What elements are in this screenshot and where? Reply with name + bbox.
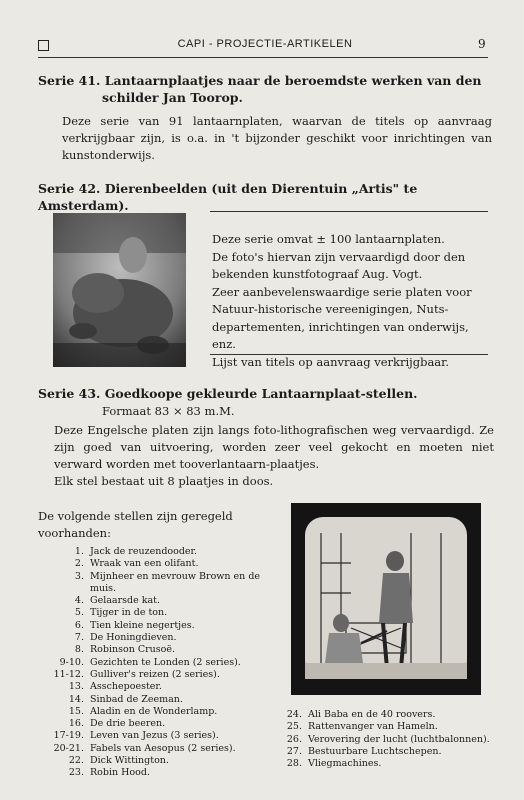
serie-42-line-2: De foto's hiervan zijn vervaardigd door den [212, 249, 466, 264]
list-item: 7. De Honingdieven. [74, 632, 177, 644]
list-item: 15. Aladin en de Wonderlamp. [68, 705, 218, 717]
list-item: 26. Verovering der lucht (luchtbalonnen). [286, 733, 490, 745]
serie-41-heading-line2: schilder Jan Toorop. [102, 90, 243, 105]
list-item: 24. Ali Baba en de 40 roovers. [286, 709, 436, 720]
page-number: 9 [478, 37, 486, 51]
list-item: 16. De drie beeren. [68, 718, 166, 730]
serie-42-line-4: Zeer aanbevelenswaardige serie platen voor [212, 284, 472, 299]
list-item: 23. Robin Hood. [68, 767, 150, 779]
list-item: 22. Dick Wittington. [68, 755, 169, 767]
serie-43-body [54, 422, 494, 490]
serie-42-line-5: Natuur-historische vereenigingen, Nuts-departementen, inrichtingen van onderwijs, enz. [212, 302, 469, 351]
series-list-right [266, 709, 496, 770]
list-item: 1. Jack de reuzendooder. [74, 546, 198, 557]
list-item: 20-21. Fabels van Aesopus (2 series). [53, 742, 236, 754]
list-item: 28. Vliegmachines. [286, 758, 382, 770]
list-item: 4. Gelaarsde kat. [74, 595, 160, 607]
list-item: 17-19. Leven van Jezus (3 series). [53, 730, 219, 742]
series-list-left [38, 546, 278, 780]
serie-43-body-para2: Elk stel bestaat uit 8 plaatjes in doos. [54, 474, 274, 488]
lantern-slide-illustration [291, 503, 481, 695]
serie-43-heading: Serie 43. Goedkoope gekleurde Lantaarnplaat-stellen. [38, 386, 418, 401]
serie-42-rule-bottom [210, 354, 488, 355]
serie-41-heading-line1: Serie 41. Lantaarnplaatjes naar de beroemdste werken van den [38, 73, 482, 88]
header-rule [38, 57, 488, 58]
serie-43-body-para: Deze Engelsche platen zijn langs foto-lithografischen weg vervaardigd. Ze zijn goed van uitvoering, worden zeer veel gekocht en moeten niet verward worden met tooverlantaarn-plaatjes. [54, 423, 494, 471]
header-square-icon [38, 40, 49, 51]
hippo-photo [53, 213, 186, 367]
list-item: 5. Tijger in de ton. [74, 607, 168, 619]
list-item: 13. Asschepoester. [68, 681, 162, 693]
serie-42-line-6: Lijst van titels op aanvraag verkrijgbaar. [212, 354, 450, 369]
list-item: 9-10. Gezichten te Londen (2 series). [59, 656, 241, 668]
list-item: 3. Mijnheer en mevrouw Brown en de muis. [74, 570, 261, 594]
list-item: 8. Robinson Crusoë. [74, 644, 176, 656]
serie-41-heading [38, 72, 490, 106]
list-item: 6. Tien kleine negertjes. [74, 619, 195, 631]
list-item: 2. Wraak van een olifant. [74, 558, 199, 570]
serie-42-body [212, 231, 492, 371]
serie-42-rule-top [210, 211, 488, 212]
serie-42-line-1: Deze serie omvat ± 100 lantaarnplaten. [212, 232, 445, 246]
list-intro: De volgende stellen zijn geregeld voorhanden: [38, 509, 233, 540]
serie-43-format: Formaat 83 × 83 m.M. [102, 404, 235, 418]
list-item: 27. Bestuurbare Luchtschepen. [286, 745, 442, 757]
list-item: 11-12. Gulliver's reizen (2 series). [53, 668, 220, 680]
list-item: 14. Sinbad de Zeeman. [68, 693, 183, 705]
serie-41-body: Deze serie van 91 lantaarnplaten, waarvan de titels op aanvraag verkrijgbaar zijn, is o.a. in 't bijzonder geschikt voor inrichtingen van kunstonderwijs. [62, 114, 492, 162]
header-title: CAPI - PROJECTIE-ARTIKELEN [177, 38, 353, 50]
list-item: 25. Rattenvanger van Hameln. [286, 721, 438, 733]
serie-42-line-3: bekenden kunstfotograaf Aug. Vogt. [212, 267, 423, 281]
serie-42-heading: Serie 42. Dierenbeelden (uit den Dierentuin „Artis" te Amsterdam). [38, 181, 418, 213]
